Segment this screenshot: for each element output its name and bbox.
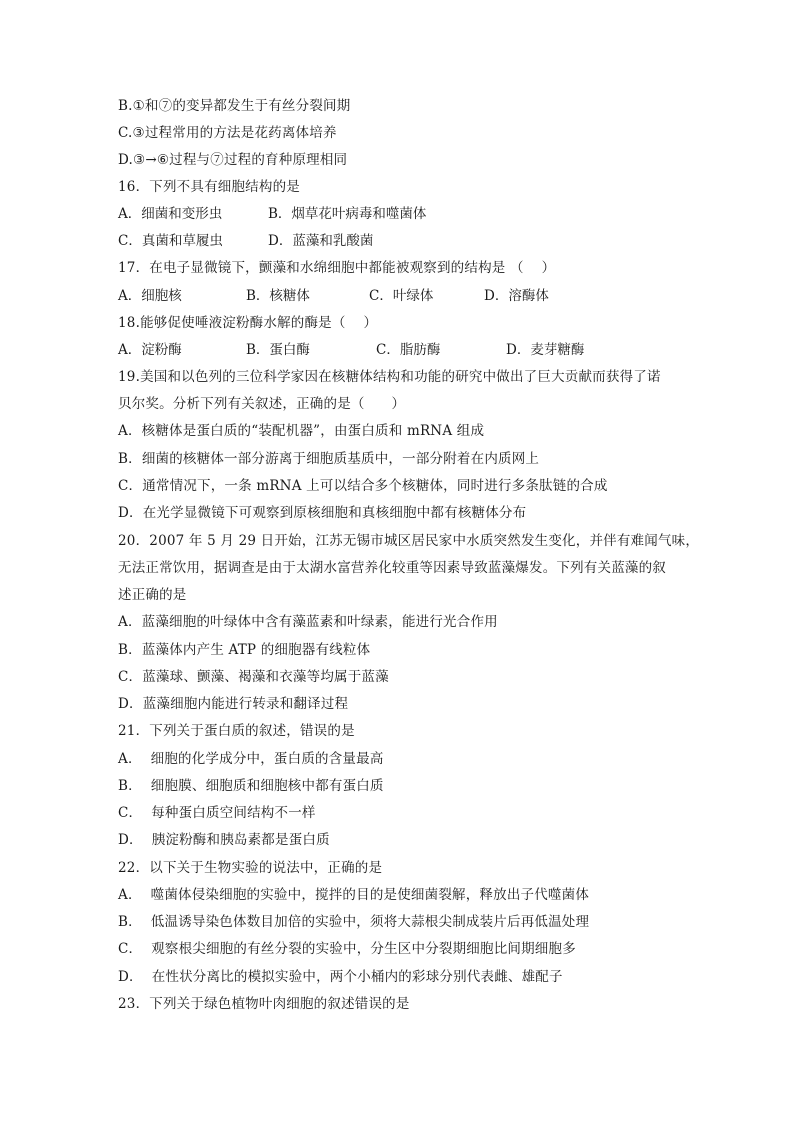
question-16: 16．下列不具有细胞结构的是 [118, 179, 300, 195]
q18-option-d: D．麦芽糖酶 [506, 342, 585, 358]
q21-option-b: B． 细胞膜、细胞质和细胞核中都有蛋白质 [118, 778, 384, 794]
q19-option-b: B．细菌的核糖体一部分游离于细胞质基质中，一部分附着在内质网上 [118, 451, 540, 467]
question-23: 23．下列关于绿色植物叶肉细胞的叙述错误的是 [118, 996, 410, 1012]
question-20-line3: 述正确的是 [118, 587, 187, 603]
q17-option-a: A．细胞核 [118, 288, 182, 304]
question-20-line1: 20．2007 年 5 月 29 日开始，江苏无锡市城区居民家中水质突然发生变化，并伴有难闻气味， [118, 533, 700, 549]
q22-option-c: C． 观察根尖细胞的有丝分裂的实验中，分生区中分裂期细胞比间期细胞多 [118, 941, 576, 957]
option-line-d: D.③→⑥过程与⑦过程的育种原理相同 [118, 152, 348, 168]
q16-option-b: B．烟草花叶病毒和噬菌体 [268, 206, 427, 222]
q20-option-d: D．蓝藻细胞内能进行转录和翻译过程 [118, 696, 349, 712]
q17-option-c: C．叶绿体 [369, 288, 434, 304]
q18-option-c: C．脂肪酶 [376, 342, 441, 358]
q19-option-d: D．在光学显微镜下可观察到原核细胞和真核细胞中都有核糖体分布 [118, 505, 527, 521]
option-line-c: C.③过程常用的方法是花药离体培养 [118, 125, 337, 141]
question-21: 21．下列关于蛋白质的叙述，错误的是 [118, 723, 355, 739]
question-22: 22．以下关于生物实验的说法中，正确的是 [118, 860, 383, 876]
q22-option-d: D． 在性状分离比的模拟实验中，两个小桶内的彩球分别代表雌、雄配子 [118, 969, 563, 985]
q21-option-c: C． 每种蛋白质空间结构不一样 [118, 805, 316, 821]
q20-option-b: B．蓝藻体内产生 ATP 的细胞器有线粒体 [118, 642, 371, 658]
question-18: 18.能够促使唾液淀粉酶水解的酶是（ ） [118, 315, 378, 331]
q17-option-b: B．核糖体 [246, 288, 310, 304]
q21-option-a: A． 细胞的化学成分中，蛋白质的含量最高 [118, 751, 384, 767]
q16-option-a: A．细菌和变形虫 [118, 206, 223, 222]
q18-option-b: B．蛋白酶 [246, 342, 310, 358]
option-line-b: B.①和⑦的变异都发生于有丝分裂间期 [118, 98, 351, 114]
q22-option-b: B． 低温诱导染色体数目加倍的实验中，须将大蒜根尖制成装片后再低温处理 [118, 914, 590, 930]
q18-option-a: A．淀粉酶 [118, 342, 182, 358]
q16-option-d: D．蓝藻和乳酸菌 [268, 233, 374, 249]
question-20-line2: 无法正常饮用，据调查是由于太湖水富营养化较重等因素导致蓝藻爆发。下列有关蓝藻的叙 [118, 560, 666, 576]
q20-option-c: C．蓝藻球、颤藻、褐藻和衣藻等均属于蓝藻 [118, 669, 389, 685]
q22-option-a: A． 噬菌体侵染细胞的实验中，搅拌的目的是使细菌裂解，释放出子代噬菌体 [118, 887, 590, 903]
q19-option-c: C．通常情况下，一条 mRNA 上可以结合多个核糖体，同时进行多条肽链的合成 [118, 478, 608, 494]
question-19-line2: 贝尔奖。分析下列有关叙述，正确的是（ ） [118, 396, 406, 412]
question-17: 17．在电子显微镜下，颤藻和水绵细胞中都能被观察到的结构是 （ ） [118, 260, 556, 276]
q19-option-a: A．核糖体是蛋白质的“装配机器”，由蛋白质和 mRNA 组成 [118, 423, 485, 439]
question-19-line1: 19.美国和以色列的三位科学家因在核糖体结构和功能的研究中做出了巨大贡献而获得了诺 [118, 369, 661, 385]
q20-option-a: A．蓝藻细胞的叶绿体中含有藻蓝素和叶绿素，能进行光合作用 [118, 614, 498, 630]
q21-option-d: D． 胰淀粉酶和胰岛素都是蛋白质 [118, 832, 330, 848]
q16-option-c: C．真菌和草履虫 [118, 233, 223, 249]
q17-option-d: D．溶酶体 [484, 288, 549, 304]
